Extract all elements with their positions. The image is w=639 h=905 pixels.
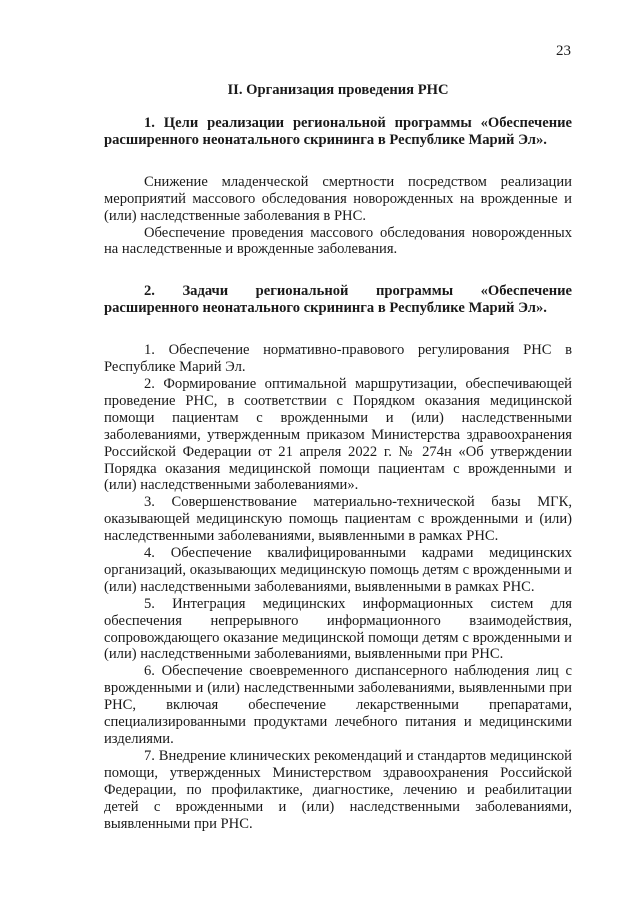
- task-text: Формирование оптимальной маршрутизации, обеспечивающей проведение РНС, в соответствии с Порядком оказания медицинской помощи пациентам с врожденными и (или) наследственными заболеваниями, утвержденным приказом Министерства здравоохранения Российской Федерации от 21 апреля 2022 г. № 274н «Об утверждении Порядка оказания медицинской помощи пациентам с врожденными и (или) наследственными заболеваниями».: [104, 375, 572, 494]
- task-item: [104, 494, 572, 545]
- task-item: [104, 342, 572, 376]
- task-number: 7.: [144, 747, 155, 764]
- task-number: 1.: [144, 342, 155, 359]
- goals-paragraph: Обеспечение проведения массового обследования новорожденных на наследственные и врожденные заболевания.: [104, 224, 572, 258]
- task-number: 2.: [144, 375, 155, 392]
- task-text: Интеграция медицинских информационных систем для обеспечения непрерывного информационного взаимодействия, сопровождающего оказание медицинской помощи детям с врожденными и (или) наследственными заболеваниями, выявленными при РНС.: [104, 595, 572, 663]
- task-item: [104, 596, 572, 664]
- goals-heading: 1. Цели реализации региональной программы «Обеспечение расширенного неонатального скрининга в Республике Марий Эл».: [104, 115, 572, 148]
- page-number: 23: [556, 43, 571, 59]
- task-number: 4.: [144, 545, 155, 562]
- section-title: II. Организация проведения РНС: [227, 82, 449, 98]
- task-number: 3.: [144, 494, 155, 511]
- task-item: [104, 748, 572, 833]
- tasks-heading: 2. Задачи региональной программы «Обеспечение расширенного неонатального скрининга в Республике Марий Эл».: [104, 283, 572, 317]
- document-body: [104, 82, 572, 832]
- task-number: 6.: [144, 663, 155, 680]
- task-item: [104, 663, 572, 748]
- task-text: Обеспечение нормативно-правового регулирования РНС в Республике Марий Эл.: [104, 342, 572, 376]
- task-text: Внедрение клинических рекомендаций и стандартов медицинской помощи, утвержденных Министерством здравоохранения Российской Федерации, по профилактике, диагностике, лечению и реабилитации детей с врожденными и (или) наследственными заболеваниями, выявленными при РНС.: [104, 747, 572, 832]
- goals-paragraph: Снижение младенческой смертности посредством реализации мероприятий массового обследования новорожденных на врожденные и (или) наследственные заболевания в РНС.: [104, 173, 572, 224]
- task-text: Обеспечение своевременного диспансерного наблюдения лиц с врожденными и (или) наследственными заболеваниями, выявленными при РНС, включая обеспечение лекарственными препаратами, специализированными продуктами лечебного питания и медицинскими изделиями.: [104, 663, 572, 747]
- task-text: Обеспечение квалифицированными кадрами медицинских организаций, оказывающих медицинскую помощь детям с врожденными и (или) наследственными заболеваниями, выявленными в рамках РНС.: [104, 545, 572, 595]
- task-item: [104, 376, 572, 494]
- task-number: 5.: [144, 595, 155, 612]
- task-item: [104, 545, 572, 596]
- task-text: Совершенствование материально-технической базы МГК, оказывающей медицинскую помощь пациентам с врожденными и (или) наследственными заболеваниями, выявленными в рамках РНС.: [104, 494, 572, 545]
